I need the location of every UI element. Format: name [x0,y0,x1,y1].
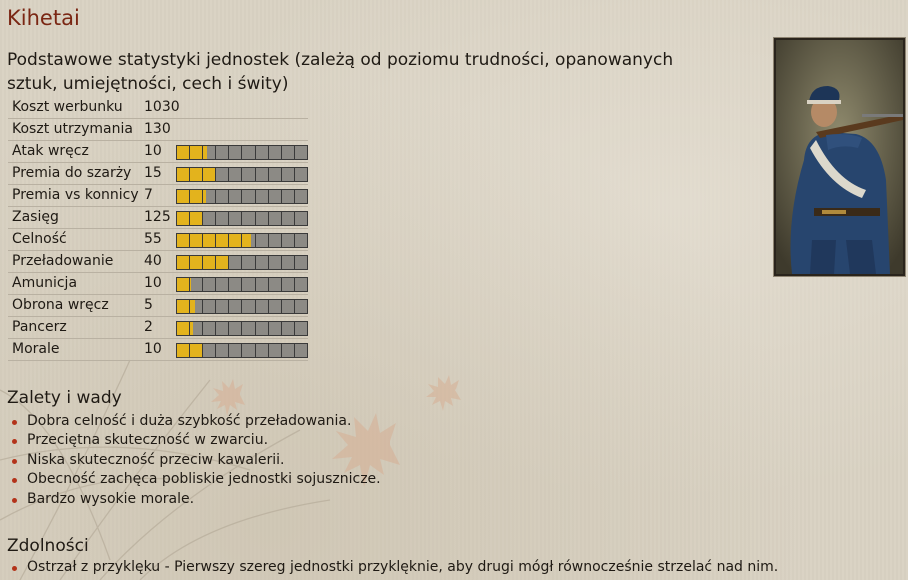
stat-bar-segment [269,278,281,291]
stat-bar-segment [216,190,228,203]
stat-bar-segment [229,146,241,159]
stat-value: 130 [144,121,171,137]
stat-bar-segment [190,212,202,225]
stat-bar-segment [282,344,294,357]
stat-bar-segment [282,278,294,291]
stat-bar [176,167,308,182]
stat-bar-segment [295,212,307,225]
stat-row [8,251,308,273]
stat-row [8,119,308,141]
stat-bar-segment [242,190,254,203]
stat-bar-segment [216,212,228,225]
stat-bar-segment [282,322,294,335]
stat-bar-segment [282,234,294,247]
abilities-heading: Zdolności [7,536,89,556]
stat-bar-segment [282,190,294,203]
stat-bar-segment [203,190,215,203]
ability-item-text: Ostrzał z przyklęku - Pierwszy szereg jednostki przyklęknie, aby drugi mógł równocześnie strzelać nad nim. [27,559,779,575]
stat-bar-segment [256,212,268,225]
bullet-icon [12,439,17,444]
stat-value: 10 [144,143,162,159]
ability-item [12,558,778,577]
stat-label: Zasięg [12,209,59,225]
pros-cons-item-text: Dobra celność i duża szybkość przeładowania. [27,413,352,429]
stat-bar-segment [242,344,254,357]
stat-label: Premia vs konnicy [12,187,139,203]
stat-value: 7 [144,187,153,203]
stat-bar-segment [256,256,268,269]
stat-bar-segment [203,344,215,357]
stat-bar [176,321,308,336]
stat-bar-segment [177,212,189,225]
stat-label: Obrona wręcz [12,297,109,313]
stat-bar-segment [216,146,228,159]
stat-bar-segment [295,190,307,203]
stat-bar [176,277,308,292]
pros-cons-item [12,431,381,450]
stats-table [8,97,308,361]
bullet-icon [12,420,17,425]
stat-label: Celność [12,231,67,247]
stat-bar-segment [242,300,254,313]
stat-bar-segment [269,168,281,181]
stat-bar [176,299,308,314]
stat-bar-segment [269,256,281,269]
stats-heading: Podstawowe statystyki jednostek (zależą od poziomu trudności, opanowanych sztuk, umiejętności, cech i świty) [7,50,674,94]
stat-row [8,163,308,185]
pros-cons-item [12,490,381,509]
bullet-icon [12,478,17,483]
pros-cons-heading: Zalety i wady [7,388,122,408]
stat-label: Pancerz [12,319,67,335]
stat-bar-segment [256,234,268,247]
abilities-list [12,558,778,577]
stat-bar [176,343,308,358]
stat-value: 40 [144,253,162,269]
pros-cons-item-text: Bardzo wysokie morale. [27,490,195,507]
stat-row [8,97,308,119]
stat-bar-segment [295,168,307,181]
stat-bar-segment [269,300,281,313]
stat-row [8,229,308,251]
pros-cons-item-text: Przeciętna skuteczność w zwarciu. [27,432,269,449]
stat-bar-segment [216,278,228,291]
stat-bar-segment [269,190,281,203]
stat-bar-segment [190,168,202,181]
stat-bar-segment [269,234,281,247]
stat-bar-segment [256,146,268,159]
stat-bar-segment [177,256,189,269]
stat-bar-segment [190,256,202,269]
stat-bar-segment [269,146,281,159]
stat-bar-segment [242,168,254,181]
stat-bar-segment [242,322,254,335]
stat-bar-segment [229,234,241,247]
stat-label: Premia do szarży [12,165,132,181]
stat-row [8,295,308,317]
stat-bar-segment [229,190,241,203]
stat-bar-segment [190,300,202,313]
stat-bar-segment [295,146,307,159]
stat-bar-segment [190,322,202,335]
stat-bar-segment [229,256,241,269]
stat-bar-segment [282,256,294,269]
stat-bar-segment [295,234,307,247]
stat-bar [176,189,308,204]
stat-bar-segment [216,322,228,335]
stat-bar-segment [203,168,215,181]
stat-bar-segment [190,146,202,159]
pros-cons-item-text: Niska skuteczność przeciw kawalerii. [27,451,285,468]
bullet-icon [12,566,17,571]
stat-label: Amunicja [12,275,78,291]
stat-bar-segment [256,300,268,313]
unit-portrait [774,38,905,276]
stat-bar-segment [295,322,307,335]
stat-value: 5 [144,297,153,313]
stat-bar-segment [203,234,215,247]
stat-bar-segment [203,212,215,225]
stat-bar-segment [229,278,241,291]
stat-value: 10 [144,275,162,291]
stat-bar-segment [295,278,307,291]
stat-row [8,273,308,295]
stat-bar-segment [229,168,241,181]
stat-bar [176,145,308,160]
stat-bar-segment [282,146,294,159]
stat-row [8,185,308,207]
stat-bar-segment [242,146,254,159]
stat-bar-segment [295,256,307,269]
stat-bar-segment [269,322,281,335]
pros-cons-item [12,412,381,431]
stat-bar-segment [177,168,189,181]
stat-bar-segment [216,234,228,247]
stat-row [8,317,308,339]
stat-bar-segment [177,190,189,203]
stat-bar-segment [282,168,294,181]
stat-value: 2 [144,319,153,335]
pros-cons-item [12,470,381,489]
stat-bar-segment [229,212,241,225]
stat-bar-segment [256,344,268,357]
pros-cons-item-text: Obecność zachęca pobliskie jednostki sojusznicze. [27,471,381,488]
stat-value: 10 [144,341,162,357]
stat-bar-segment [282,300,294,313]
stat-bar-segment [216,168,228,181]
stat-label: Koszt utrzymania [12,121,133,137]
unit-name: Kihetai [7,6,80,30]
stat-row [8,207,308,229]
pros-cons-list [12,412,381,509]
stat-value: 55 [144,231,162,247]
stat-bar [176,255,308,270]
pros-cons-item [12,451,381,470]
stat-bar-segment [216,256,228,269]
stat-value: 125 [144,209,171,225]
stat-bar-segment [282,212,294,225]
stat-bar-segment [256,322,268,335]
stat-label: Przeładowanie [12,253,114,269]
stat-bar-segment [177,300,189,313]
stat-label: Koszt werbunku [12,99,123,115]
stat-bar-segment [242,278,254,291]
stat-bar-segment [203,256,215,269]
stat-bar-segment [269,344,281,357]
stat-bar-segment [256,278,268,291]
stat-bar-segment [177,146,189,159]
stat-row [8,339,308,361]
stat-value: 1030 [144,99,180,115]
stat-bar-segment [229,322,241,335]
stat-bar-segment [177,322,189,335]
stat-bar-segment [242,256,254,269]
stat-bar-segment [216,344,228,357]
stat-bar-segment [229,300,241,313]
stat-bar-segment [203,322,215,335]
stat-label: Atak wręcz [12,143,89,159]
stat-bar-segment [190,278,202,291]
stat-row [8,141,308,163]
stat-bar-segment [203,278,215,291]
stat-bar [176,233,308,248]
stat-bar-segment [177,278,189,291]
stat-bar-segment [177,234,189,247]
stat-label: Morale [12,341,60,357]
stat-bar-segment [177,344,189,357]
bullet-icon [12,459,17,464]
stat-bar-segment [229,344,241,357]
stat-bar-segment [203,300,215,313]
stat-bar-segment [295,300,307,313]
stat-bar-segment [256,190,268,203]
stat-bar-segment [190,190,202,203]
stat-bar-segment [269,212,281,225]
stat-bar-segment [216,300,228,313]
bullet-icon [12,498,17,503]
stat-bar-segment [295,344,307,357]
stat-bar-segment [190,234,202,247]
stat-bar-segment [242,234,254,247]
stat-value: 15 [144,165,162,181]
stat-bar [176,211,308,226]
stat-bar-segment [190,344,202,357]
stat-bar-segment [242,212,254,225]
stat-bar-segment [256,168,268,181]
stat-bar-segment [203,146,215,159]
